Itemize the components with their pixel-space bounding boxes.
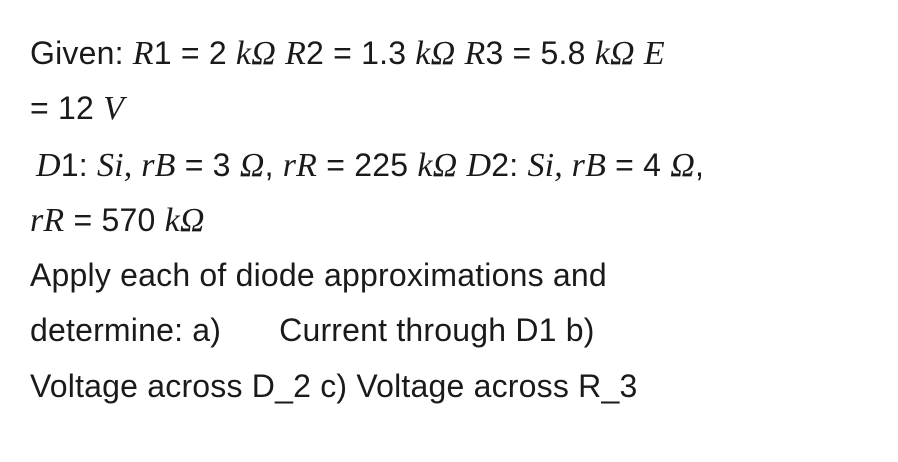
question-bc-line: Voltage across D_2 c) Voltage across R_3 — [30, 368, 638, 404]
d1-rb-value: = 3 — [175, 147, 240, 183]
d2-symbol: D — [466, 147, 492, 184]
r1-value: 1 = 2 — [153, 35, 236, 71]
given-resistors-line — [30, 33, 665, 74]
d1-rr-value: = 225 — [317, 147, 418, 183]
d2-rr-symbol: rR — [30, 202, 65, 239]
e-unit: V — [103, 90, 125, 127]
d1-rr-symbol: rR — [282, 147, 318, 184]
d2-type: Si, rB — [527, 147, 607, 184]
r3-value: 3 = 5.8 — [485, 35, 595, 71]
d2-rr-unit: kΩ — [164, 202, 205, 239]
d1-rb-unit: Ω — [239, 147, 265, 184]
d1-rr-unit: kΩ — [417, 147, 458, 184]
diode-params-line: D1: Si, rB = 3 Ω, rR = 225 kΩ D2: Si, rB = 4 Ω, — [36, 147, 705, 184]
r2-symbol: R — [285, 35, 307, 72]
d2-rb-value: = 4 — [606, 147, 671, 183]
d1-symbol: D — [36, 147, 61, 184]
source-voltage-line — [30, 88, 124, 129]
r1-unit: kΩ — [235, 35, 276, 72]
determine-label: determine: a) — [30, 312, 222, 348]
r2-value: 2 = 1.3 — [306, 35, 416, 71]
d2-rr-value: = 570 — [64, 202, 165, 238]
d2-reverse-line — [30, 200, 205, 241]
d1-type: Si, rB — [96, 147, 176, 184]
e-value: = 12 — [30, 90, 104, 126]
instruction-line: Apply each of diode approximations and — [30, 257, 607, 293]
r3-unit: kΩ — [594, 35, 635, 72]
e-symbol: E — [643, 35, 665, 72]
r3-symbol: R — [464, 35, 486, 72]
question-a-line — [30, 310, 595, 350]
r1-symbol: R — [132, 35, 154, 72]
given-label: Given: — [30, 35, 133, 71]
d2-rb-unit: Ω — [670, 147, 696, 184]
r2-unit: kΩ — [415, 35, 456, 72]
question-a: Current through D1 b) — [279, 312, 595, 348]
